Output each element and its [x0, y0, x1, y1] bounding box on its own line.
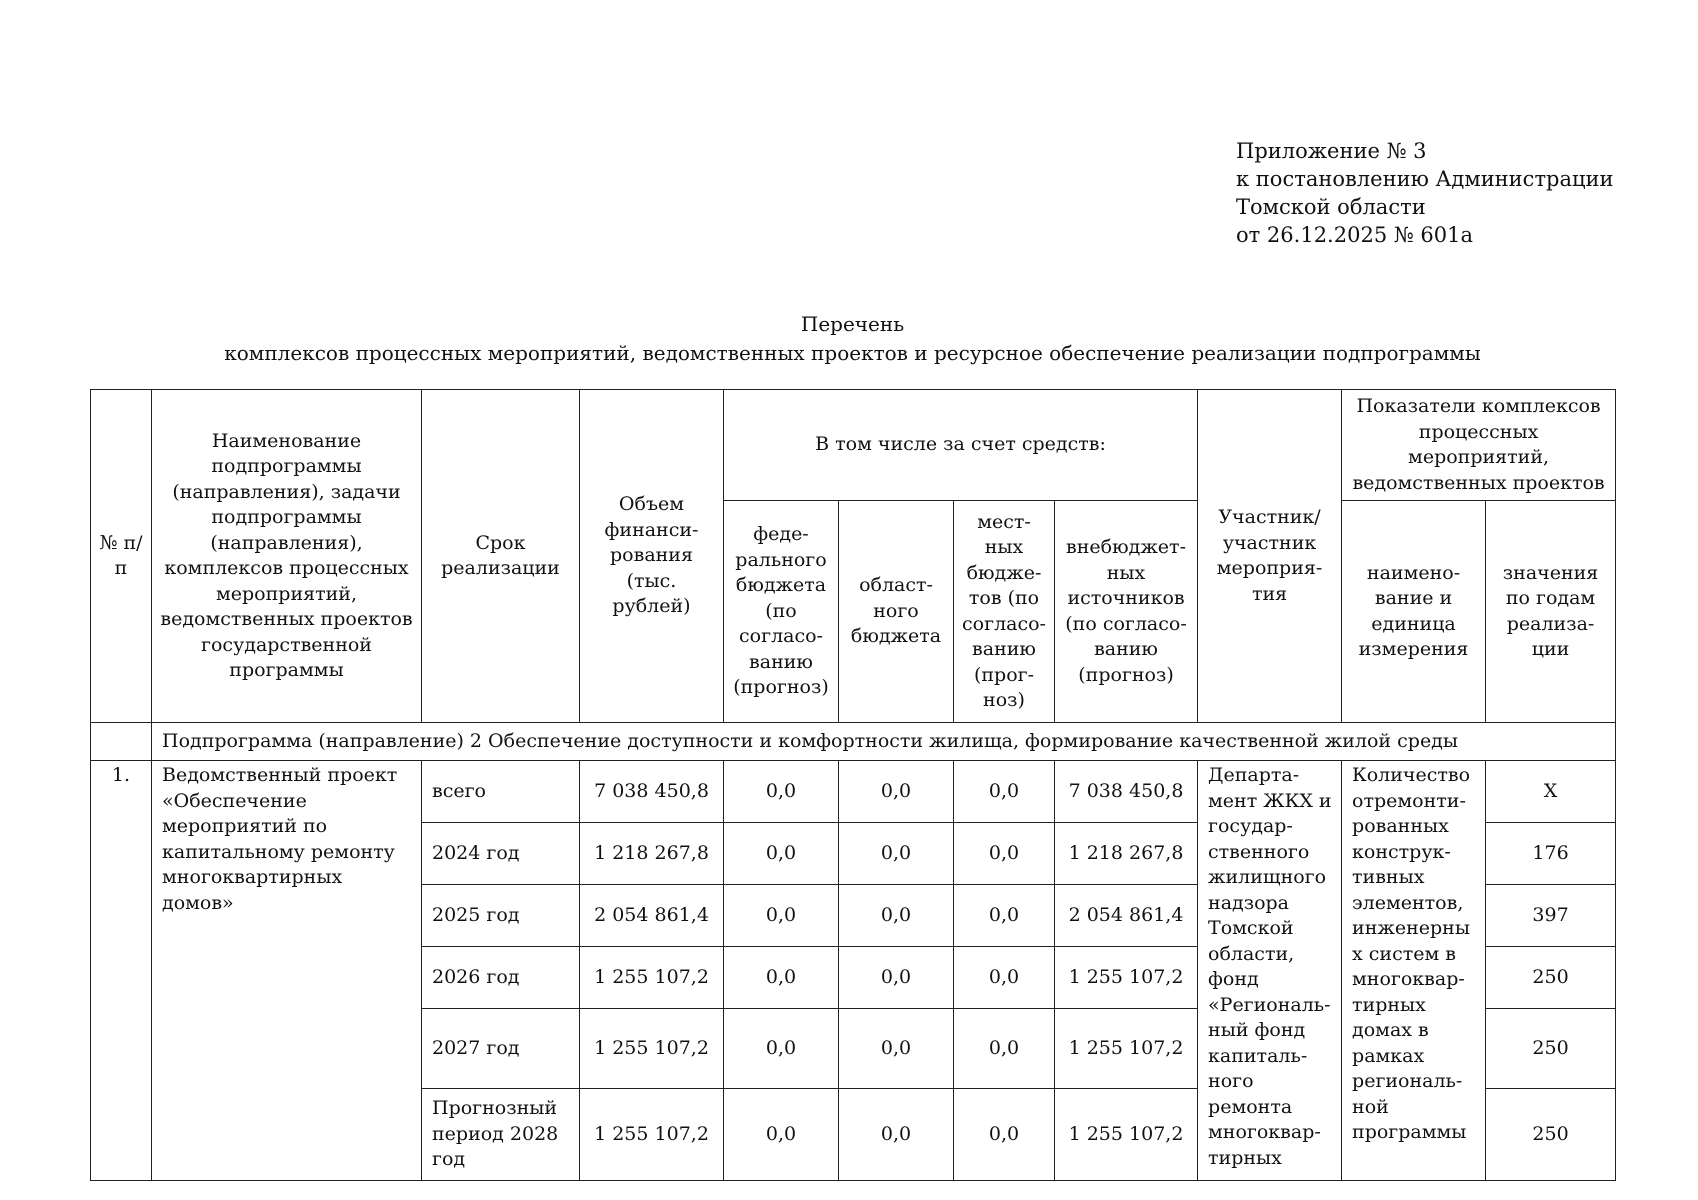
local-cell: 0,0 — [954, 947, 1055, 1009]
local-cell: 0,0 — [954, 1009, 1055, 1089]
table-row — [91, 761, 1616, 823]
appendix-line: Приложение № 3 — [1236, 139, 1427, 163]
local-cell: 0,0 — [954, 1089, 1055, 1181]
federal-cell: 0,0 — [724, 1089, 839, 1181]
header-regional: област-ного бюджета — [839, 501, 954, 723]
offbudget-cell: 1 255 107,2 — [1055, 947, 1198, 1009]
volume-cell: 1 255 107,2 — [580, 1009, 724, 1089]
project-name: Ведомственный проект «Обеспечение мероприятий по капитальному ремонту многоквартирных домов» — [152, 761, 422, 1181]
header-term: Срок реализации — [422, 390, 580, 723]
subprogram-title: Подпрограмма (направление) 2 Обеспечение доступности и комфортности жилища, формирование качественной жилой среды — [152, 723, 1616, 761]
header-ind-values: значения по годам реализа-ции — [1486, 501, 1616, 723]
participant-cell: Департа-мент ЖКХ и государ-ственного жилищного надзора Томской области, фонд «Региональ-ный фонд капиталь-ного ремонта многоквар-тирных — [1198, 761, 1342, 1181]
resource-table — [90, 389, 1616, 1181]
offbudget-cell: 1 255 107,2 — [1055, 1089, 1198, 1181]
federal-cell: 0,0 — [724, 1009, 839, 1089]
period-cell: Прогнозный период 2028 год — [422, 1089, 580, 1181]
appendix-line: от 26.12.2025 № 601а — [1236, 223, 1473, 247]
local-cell: 0,0 — [954, 823, 1055, 885]
indicator-value-cell: 176 — [1486, 823, 1616, 885]
regional-cell: 0,0 — [839, 761, 954, 823]
period-cell: всего — [422, 761, 580, 823]
regional-cell: 0,0 — [839, 1089, 954, 1181]
header-ind-name: наимено-вание и единица измерения — [1342, 501, 1486, 723]
header-local: мест-ных бюдже-тов (по согласо-ванию (прог-ноз) — [954, 501, 1055, 723]
header-name: Наименование подпрограммы (направления), задачи подпрограммы (направления), комплексов процессных мероприятий, ведомственных проектов государственной программы — [152, 390, 422, 723]
indicator-name-cell: Количество отремонти-рованных конструк-тивных элементов, инженерных систем в многоквар-тирных домах в рамках региональ-ной программы — [1342, 761, 1486, 1181]
local-cell: 0,0 — [954, 761, 1055, 823]
header-federal: феде-рального бюджета (по согласо-ванию (прогноз) — [724, 501, 839, 723]
federal-cell: 0,0 — [724, 885, 839, 947]
federal-cell: 0,0 — [724, 947, 839, 1009]
offbudget-cell: 7 038 450,8 — [1055, 761, 1198, 823]
indicator-value-cell: 250 — [1486, 1009, 1616, 1089]
regional-cell: 0,0 — [839, 947, 954, 1009]
volume-cell: 1 255 107,2 — [580, 947, 724, 1009]
header-num: № п/п — [91, 390, 152, 723]
offbudget-cell: 1 255 107,2 — [1055, 1009, 1198, 1089]
indicator-value-cell: 250 — [1486, 947, 1616, 1009]
period-cell: 2025 год — [422, 885, 580, 947]
period-cell: 2026 год — [422, 947, 580, 1009]
header-indicators: Показатели комплексов процессных мероприятий, ведомственных проектов — [1342, 390, 1616, 501]
federal-cell: 0,0 — [724, 823, 839, 885]
subprogram-num-cell — [91, 723, 152, 761]
header-offbudget: внебюджет-ных источников (по согласо-ванию (прогноз) — [1055, 501, 1198, 723]
offbudget-cell: 2 054 861,4 — [1055, 885, 1198, 947]
appendix-block — [1236, 137, 1614, 249]
volume-cell: 1 255 107,2 — [580, 1089, 724, 1181]
regional-cell: 0,0 — [839, 1009, 954, 1089]
federal-cell: 0,0 — [724, 761, 839, 823]
local-cell: 0,0 — [954, 885, 1055, 947]
regional-cell: 0,0 — [839, 823, 954, 885]
header-volume: Объем финанси-рования (тыс. рублей) — [580, 390, 724, 723]
title-line: Перечень — [800, 312, 905, 336]
period-cell: 2024 год — [422, 823, 580, 885]
appendix-line: к постановлению Администрации — [1236, 167, 1614, 191]
header-participant: Участник/ участник мероприя-тия — [1198, 390, 1342, 723]
regional-cell: 0,0 — [839, 885, 954, 947]
volume-cell: 7 038 450,8 — [580, 761, 724, 823]
volume-cell: 2 054 861,4 — [580, 885, 724, 947]
appendix-line: Томской области — [1236, 195, 1426, 219]
header-including: В том числе за счет средств: — [724, 390, 1198, 501]
offbudget-cell: 1 218 267,8 — [1055, 823, 1198, 885]
indicator-value-cell: 250 — [1486, 1089, 1616, 1181]
project-num: 1. — [91, 761, 152, 1181]
period-cell: 2027 год — [422, 1009, 580, 1089]
indicator-value-cell: 397 — [1486, 885, 1616, 947]
document-title — [90, 310, 1615, 368]
volume-cell: 1 218 267,8 — [580, 823, 724, 885]
title-line: комплексов процессных мероприятий, ведомственных проектов и ресурсное обеспечение реализации подпрограммы — [224, 341, 1481, 365]
indicator-value-cell: Х — [1486, 761, 1616, 823]
